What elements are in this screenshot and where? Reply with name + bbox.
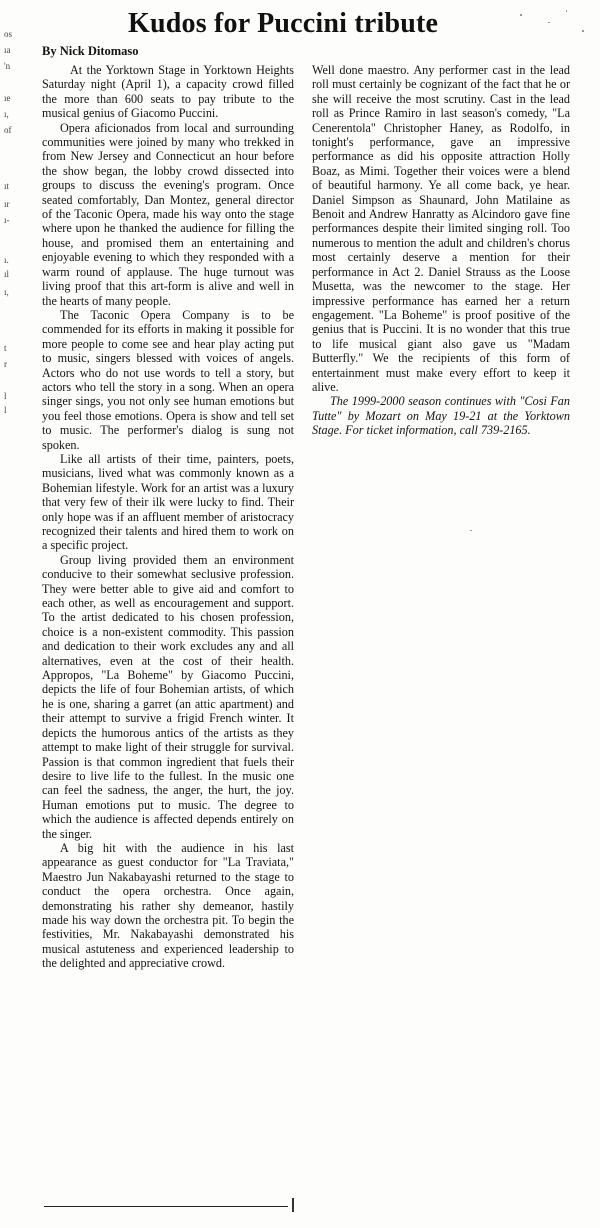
adjacent-column-fragment: ıt [4,181,10,191]
article-column-1 [42,63,294,971]
adjacent-column-fragment: l [4,405,7,415]
paragraph: The Taconic Opera Company is to be commended for its efforts in making it possible for more people to come see and hear play acting put to music, singers blessed with voices of angels. Actors who do not use words to tell a story, but actors who tell the story in a song. When an opera singer sings, you not only see human emotions but you feel those emotions. Opera is show and tell set to music. The performer's dialog is sung not spoken. [42,307,294,452]
adjacent-column-fragment: ı. [4,255,9,265]
scan-speck [470,530,472,531]
adjacent-column-fragment: l [4,391,7,401]
scan-speck [582,30,584,32]
scan-speck [566,10,567,12]
column-rule-tick [292,1198,294,1212]
scan-speck [548,22,550,23]
adjacent-column-fragment: ıe [4,93,11,103]
scan-speck [520,14,522,16]
adjacent-column-fragment: os [4,29,13,39]
adjacent-column-fragment: 'n [4,61,11,71]
adjacent-column-fragment: ı, [4,109,9,119]
article-end-rule [44,1206,288,1207]
adjacent-column-fragment: t [4,343,7,353]
paragraph: A big hit with the audience in his last appearance as guest conductor for "La Traviata," Maestro Jun Nakabayashi returned to the stage to conduct the opera orchestra. Once again, demonstrating his rather shy demeanor, hastily made his way down the orchestra pit. To begin the festivities, Mr. Nakabayashi demonstrated his musical astuteness and experienced leadership to the delighted and appreciative crowd. [42,840,294,971]
paragraph: Well done maestro. Any performer cast in the lead roll must certainly be cognizant of the fact that he or she will receive the most scrutiny. Cast in the lead roll as Prince Ramiro in last season's comedy, "La Cenerentola" Christopher Haney, as Rodolfo, in tonight's performance, gave an impressive performance as did his opposite attraction Holly Boaz, as Mimi. Together their voices were a blend of beautiful harmony. Ye all come back, ye hear. Daniel Simpson as Shaunard, John Matilaine as Benoit and Andrew Hanratty as Alcindoro gave fine performances despite their limited singing roll. Too numerous to mention the adult and children's chorus most certainly deserve a mention for their performance in Act 2. Daniel Strauss as the Loose Musetta, was the newcomer to the stage. Her impressive performance has earned her a return engagement. "La Boheme" is proof positive of the genius that is Puccini. It is no wonder that this true to life musical giant also gave us "Madam Butterfly." We the recipients of this form of entertainment must make every effort to keep it alive. [312,63,570,394]
adjacent-column-fragment: ı, [4,287,9,297]
adjacent-column-fragment: ıa [4,45,11,55]
article-byline: By Nick Ditomaso [42,44,139,58]
adjacent-column-fragment: of [4,125,12,135]
paragraph: Opera aficionados from local and surrounding communities were joined by many who trekked in from New Jersey and Connecticut an hour before the show began, the lobby crowd dissected into groups to discuss the evening's program. Once seated comfortably, Dan Montez, general director of the Taconic Opera, made his way onto the stage where upon he thanked the audience for filling the house, and promised them an entertaining and enjoyable evening to which they responded with a warm round of applause. The huge turnout was living proof that this art-form is alive and well in the hearts of many people. [42,120,294,308]
article-column-2 [312,63,570,438]
paragraph: Like all artists of their time, painters, poets, musicians, lived what was commonly known as a Bohemian lifestyle. Work for an artist was a luxury that very few of their ilk were lucky to find. Their only hope was if an affluent member of aristocracy recognized their talents and hired them to work on a specific project. [42,451,294,553]
adjacent-column-fragment: ıl [4,269,10,279]
adjacent-column-fragment: r [4,359,7,369]
adjacent-column-fragment: ı- [4,215,10,225]
paragraph: At the Yorktown Stage in Yorktown Heights Saturday night (April 1), a capacity crowd filled the more than 600 seats to pay tribute to the musical genius of Giacomo Puccini. [42,63,294,121]
article-headline: Kudos for Puccini tribute [128,8,439,39]
closing-note: The 1999-2000 season continues with "Cosi Fan Tutte" by Mozart on May 19-21 at the Yorktown Stage. For ticket information, call 739-2165. [312,394,570,438]
paragraph: Group living provided them an environment conducive to their somewhat seclusive profession. They were better able to give aid and comfort to each other, as well as encouragement and support. To the artist dedicated to his chosen profession, choice is a non-existent commodity. This passion and dedication to their work excludes any and all alternatives, even at the cost of their health. Appropos, "La Boheme" by Giacomo Puccini, depicts the life of four Bohemian artists, of which he is one, sharing a garret (an attic apartment) and their attempt to survive a frigid French winter. It depicts the humorous antics of the artists as they attempt to make light of their struggle for survival. Passion is that common ingredient that fuels their desire to live life to the fullest. In the music one can feel the sadness, the anger, the hurt, the joy. Human emotions put to music. The degree to which the audience is affected depends entirely on the singer. [42,552,294,841]
adjacent-column-fragment: ır [4,199,10,209]
